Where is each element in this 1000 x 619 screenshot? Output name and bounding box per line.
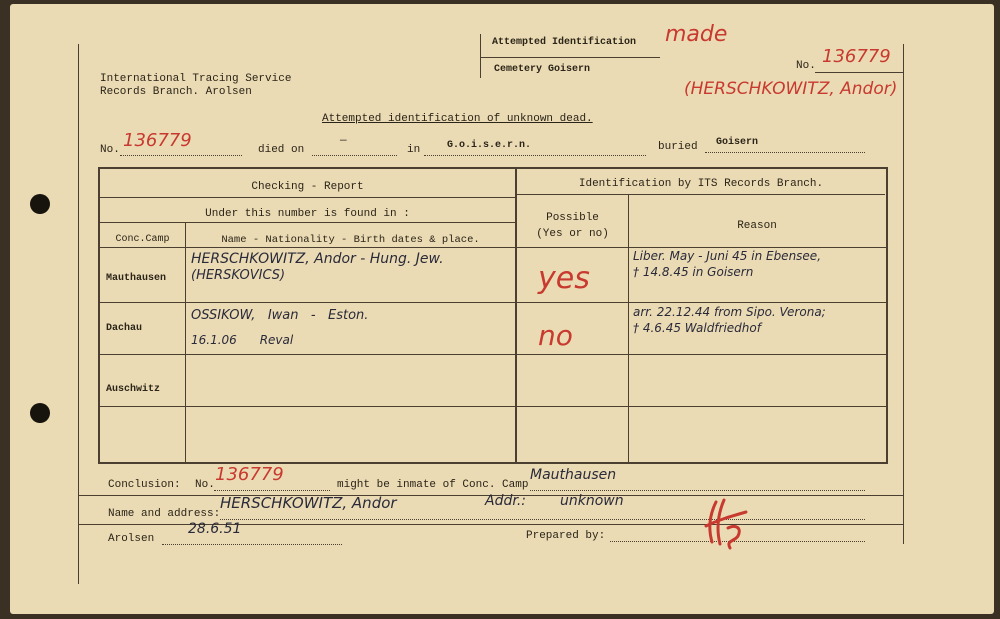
conclusion-no-label: No. xyxy=(195,479,215,491)
attempted-identification-note: made xyxy=(665,22,728,47)
name-address-label: Name and address: xyxy=(108,508,221,520)
buried-label: buried xyxy=(658,141,698,153)
row-1-reason-2: † 14.8.45 in Goisern xyxy=(633,265,754,279)
row-1-name-2: (HERSKOVICS) xyxy=(191,268,286,283)
table-header-line-left xyxy=(100,197,515,198)
right-margin-line xyxy=(903,44,904,544)
form-title: Attempted identification of unknown dead. xyxy=(322,113,593,125)
table-row-line-2 xyxy=(100,354,886,355)
conclusion-might-be: might be inmate of Conc. Camp xyxy=(337,479,529,491)
table-colhead-line xyxy=(100,247,886,248)
row-1-camp: Mauthausen xyxy=(106,273,167,284)
row-1-possible: yes xyxy=(538,261,590,296)
header-box-divider xyxy=(480,57,660,58)
table-row-line-3 xyxy=(100,406,886,407)
name-address-name: HERSCHKOWITZ, Andor xyxy=(220,494,397,512)
col-possible-header-2: (Yes or no) xyxy=(536,228,609,240)
header-no-value: 136779 xyxy=(822,46,891,67)
org-line-1: International Tracing Service xyxy=(100,73,292,85)
name-address-addr-value: unknown xyxy=(560,493,624,509)
row-2-possible: no xyxy=(538,319,573,352)
footer-date: 28.6.51 xyxy=(188,521,242,537)
row-2-name-2: 16.1.06 Reval xyxy=(191,333,294,347)
footer-prepared-by: Prepared by: xyxy=(526,530,606,542)
died-on-value: — xyxy=(340,135,347,147)
found-in-header: Under this number is found in : xyxy=(205,208,410,220)
name-address-dots xyxy=(220,519,865,520)
header-no-label: No. xyxy=(796,60,816,72)
conclusion-camp-value: Mauthausen xyxy=(530,467,617,483)
col-name-header: Name - Nationality - Birth dates & place. xyxy=(221,234,480,246)
row-3-camp: Auschwitz xyxy=(106,384,161,395)
in-label: in xyxy=(407,144,421,156)
row-2-camp: Dachau xyxy=(106,323,143,334)
header-box-left xyxy=(480,34,481,78)
col-camp-header: Conc.Camp xyxy=(115,234,170,245)
row-2-name: OSSIKOW, Iwan - Eston. xyxy=(191,308,369,323)
table-subheader-line xyxy=(100,222,515,223)
death-no-value: 136779 xyxy=(123,130,192,151)
row-1-name: HERSCHKOWITZ, Andor - Hung. Jew. xyxy=(191,251,444,267)
punch-hole-bottom xyxy=(30,403,50,423)
conclusion-no-dots xyxy=(214,490,330,491)
buried-dots xyxy=(705,152,865,153)
died-on-dots xyxy=(312,155,397,156)
in-value: G.o.i.s.e.r.n. xyxy=(447,140,532,151)
index-card xyxy=(10,4,994,614)
footer-place: Arolsen xyxy=(108,533,155,545)
conclusion-camp-dots xyxy=(530,490,865,491)
name-address-addr-label: Addr.: xyxy=(485,493,526,509)
table-col-line-camp xyxy=(185,222,186,462)
col-reason-header: Reason xyxy=(737,220,777,232)
attempted-identification-stamp: Attempted Identification xyxy=(492,37,637,48)
conclusion-label: Conclusion: xyxy=(108,479,181,491)
conclusion-no-value: 136779 xyxy=(215,464,284,485)
table-header-line-right xyxy=(517,194,885,195)
table-col-line-possible xyxy=(628,194,629,462)
punch-hole-top xyxy=(30,194,50,214)
cemetery-stamp: Cemetery Goisern xyxy=(494,64,591,75)
header-name-note: (HERSCHKOWITZ, Andor) xyxy=(684,79,898,99)
identification-header: Identification by ITS Records Branch. xyxy=(578,178,824,190)
header-no-line xyxy=(815,72,903,73)
buried-value: Goisern xyxy=(716,137,759,148)
footer-date-dots xyxy=(162,544,342,545)
death-no-label: No. xyxy=(100,144,120,156)
org-line-2: Records Branch. Arolsen xyxy=(100,86,252,98)
checking-report-header: Checking - Report xyxy=(251,181,364,193)
death-no-dots xyxy=(120,155,242,156)
row-1-reason: Liber. May - Juni 45 in Ebensee, xyxy=(633,249,822,263)
preparer-signature xyxy=(698,494,758,554)
row-2-reason: arr. 22.12.44 from Sipo. Verona; xyxy=(633,305,826,319)
in-dots xyxy=(424,155,646,156)
table-row-line-1 xyxy=(100,302,886,303)
died-on-label: died on xyxy=(258,144,305,156)
row-2-reason-2: † 4.6.45 Waldfriedhof xyxy=(633,321,761,335)
left-margin-line xyxy=(78,44,79,584)
col-possible-header: Possible xyxy=(546,212,599,224)
